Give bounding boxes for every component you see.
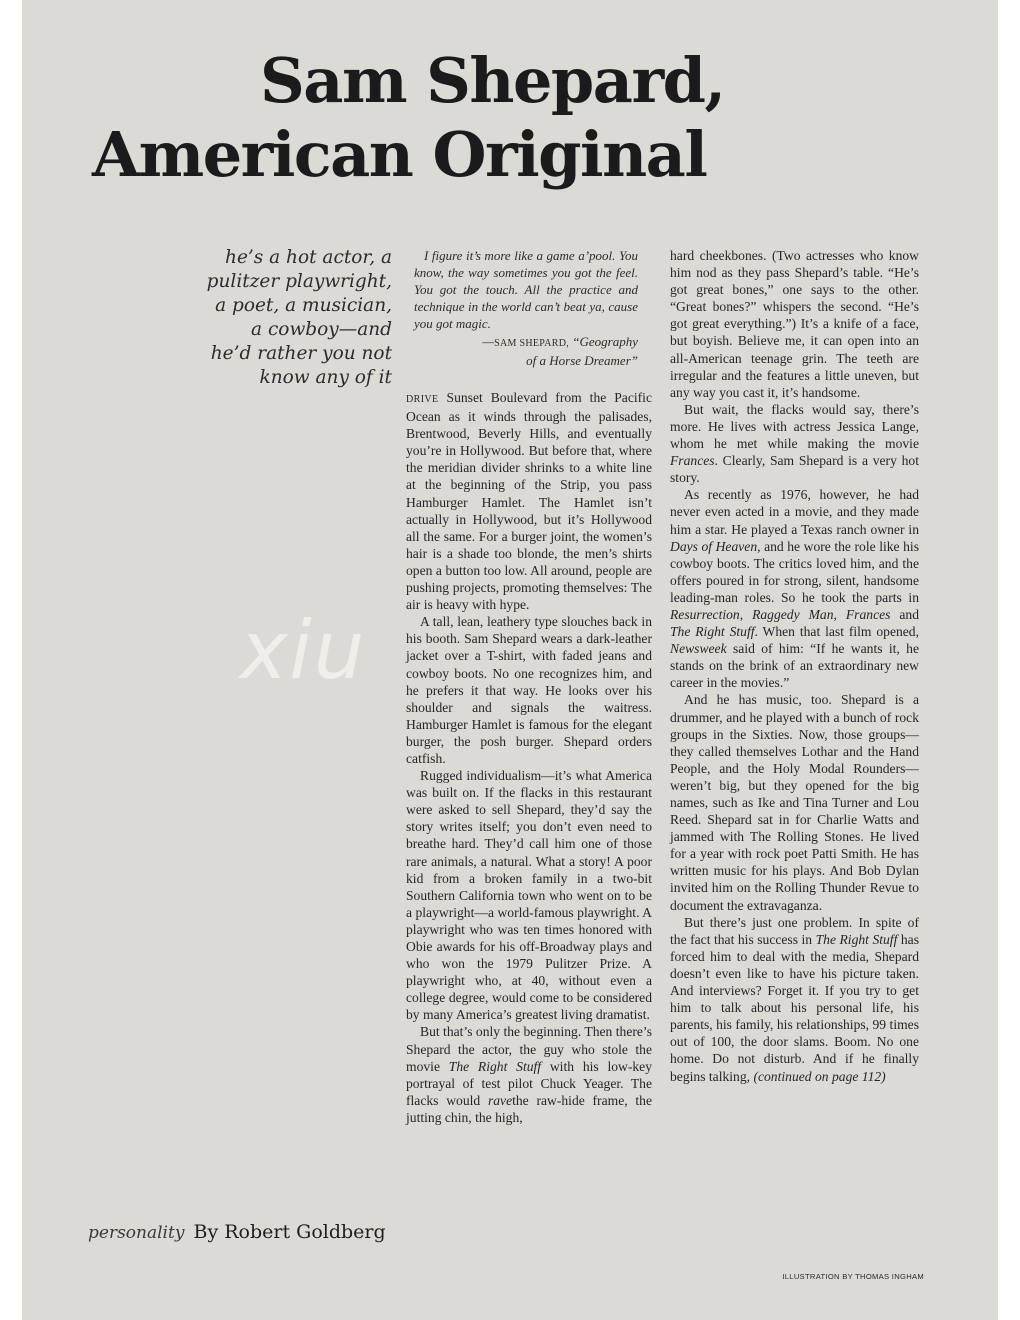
continued-note: (continued on page 112)	[753, 1068, 886, 1084]
split-text-part-2: hard cheekbones. (Two actresses who know him nod as they pass Shepard’s table. “He’s got great bones,” one says to the other. “Great bones?” whispers the second. “He’s got great everything.”) It’s a knife of a face, but boyish. Believe me, it can open into an all-American teenage grin. The teeth are irregular and the features a little uneven, but any way you cast it, it’s handsome.	[670, 248, 919, 400]
article-title	[92, 44, 732, 192]
article-paragraph: A tall, lean, leathery type slouches back in his booth. Sam Shepard wears a dark-leather jacket over a T-shirt, with faded jeans and cowboy boots. No one recognizes him, and he prefers it that way. He looks over his shoulder and signals the waitress. Hamburger Hamlet is famous for the elegant burger, the posh burger. Shepard orders catfish.	[406, 614, 652, 766]
article-paragraph: And he has music, too. Shepard is a drummer, and he played with a bunch of rock groups in the Sixties. Now, those groups—they called themselves Lothar and the Hand People, and the Holy Modal Rounders—weren’t big, but they opened for the big names, such as Ike and Tina Turner and Lou Reed. Shepard sat in for Charlie Watts and jammed with The Rolling Stones. He lived for a year with rock poet Patti Smith. He has written music for his plays. And Bob Dylan invited him on the Rolling Thunder Revue to document the extravaganza.	[670, 692, 919, 913]
article-paragraph: DRIVE Sunset Boulevard from the Pacific Ocean as it winds through the palisades, Brentwood, Beverly Hills, and eventually you’re in Hollywood. But before that, where the meridian divider shrinks to a white line at the beginning of the Strip, you pass Hamburger Hamlet. The Hamlet isn’t actually in Hollywood, but it’s Hollywood all the same. For a burger joint, the women’s hair is a shade too blonde, the men’s shirts open a button too low. All around, people are pushing projects, promoting themselves: The air is heavy with hype.	[406, 390, 652, 613]
byline	[88, 1221, 388, 1243]
attribution-work: of a Horse Dreamer”	[526, 353, 638, 368]
author-name: By Robert Goldberg	[193, 1221, 386, 1243]
epigraph-attribution	[414, 333, 638, 369]
attribution-name: SAM SHEPARD,	[494, 338, 570, 349]
article-paragraph: Rugged individualism—it’s what America was built on. If the flacks in this restaurant were asked to sell Shepard, they’d say the story writes itself; you don’t even need to breathe hard. They’d call him one of those rare animals, a natural. What a story! A poor kid from a broken family in a two-bit Southern California town who went on to be a playwright—a world-famous playwright. A playwright who was ten times honored with Obie awards for his off-Broadway plays and who won the 1979 Pulitzer Prize. A playwright who, at 40, without even a college degree, would come to be considered by many America’s greatest living dramatist.	[406, 768, 652, 1023]
lead-word: DRIVE	[406, 394, 439, 405]
magazine-page	[22, 0, 998, 1320]
section-kicker: personality	[88, 1223, 185, 1243]
epigraph	[414, 247, 638, 369]
title-line-1: Sam Shepard,	[260, 44, 725, 117]
split-text-part-1: the raw-hide frame, the jutting chin, the high,	[406, 1092, 652, 1125]
article-paragraph: But there’s just one problem. In spite of the fact that his success in The Right Stuff has forced him to deal with the media, Shepard doesn’t even like to have his picture taken. And interviews? Forget it. If you try to get him to talk about his personal life, his parents, his family, his relationships, 99 times out of 100, the door slams. Boom. No one home. Do not disturb. And if he finally begins talking, (continued on page 112)	[670, 914, 919, 1084]
deck-line: a poet, a musician,	[215, 295, 392, 316]
article-paragraph: As recently as 1976, however, he had never even acted in a movie, and they made him a star. He played a Texas ranch owner in Days of Heaven, and he wore the role like his cowboy boots. The critics loved him, and the offers poured in for strong, silent, handsome leading-man roles. So he took the parts in Resurrection, Raggedy Man, Frances and The Right Stuff. When that last film opened, Newsweek said of him: “If he wants it, he stands on the brink of an extraordinary new career in the movies.”	[670, 487, 920, 691]
deck-line: a cowboy—and	[251, 319, 392, 340]
article-paragraph: But wait, the flacks would say, there’s more. He lives with actress Jessica Lange, whom he met while making the movie Frances. Clearly, Sam Shepard is a very hot story.	[670, 401, 919, 486]
article-column-2	[670, 247, 919, 1085]
attribution-work: “Geography	[572, 334, 638, 349]
article-paragraph: But that’s only the beginning. Then there’s Shepard the actor, the guy who stole the movie The Right Stuff with his low-key portrayal of test pilot Chuck Yeager. The flacks would ravethe raw-hide frame, the jutting chin, the high,	[406, 1024, 652, 1125]
article-paragraph	[670, 247, 919, 401]
deck-line: pulitzer playwright,	[206, 271, 392, 292]
illustration-credit: ILLUSTRATION BY THOMAS INGHAM	[782, 1272, 924, 1281]
watermark: xiu	[240, 604, 367, 697]
epigraph-quote: I figure it’s more like a game a’pool. You know, the way sometimes you got the feel. You got the touch. All the practice and technique in the world can’t beat ya, cause you got magic.	[414, 248, 638, 331]
article-deck	[172, 246, 392, 390]
article-column-1	[406, 389, 652, 1126]
title-line-2: American Original	[92, 118, 707, 191]
deck-line: he’s a hot actor, a	[225, 247, 392, 268]
deck-line: he’d rather you not	[210, 343, 392, 364]
attribution-dash: —	[482, 334, 495, 349]
deck-line: know any of it	[259, 367, 392, 388]
